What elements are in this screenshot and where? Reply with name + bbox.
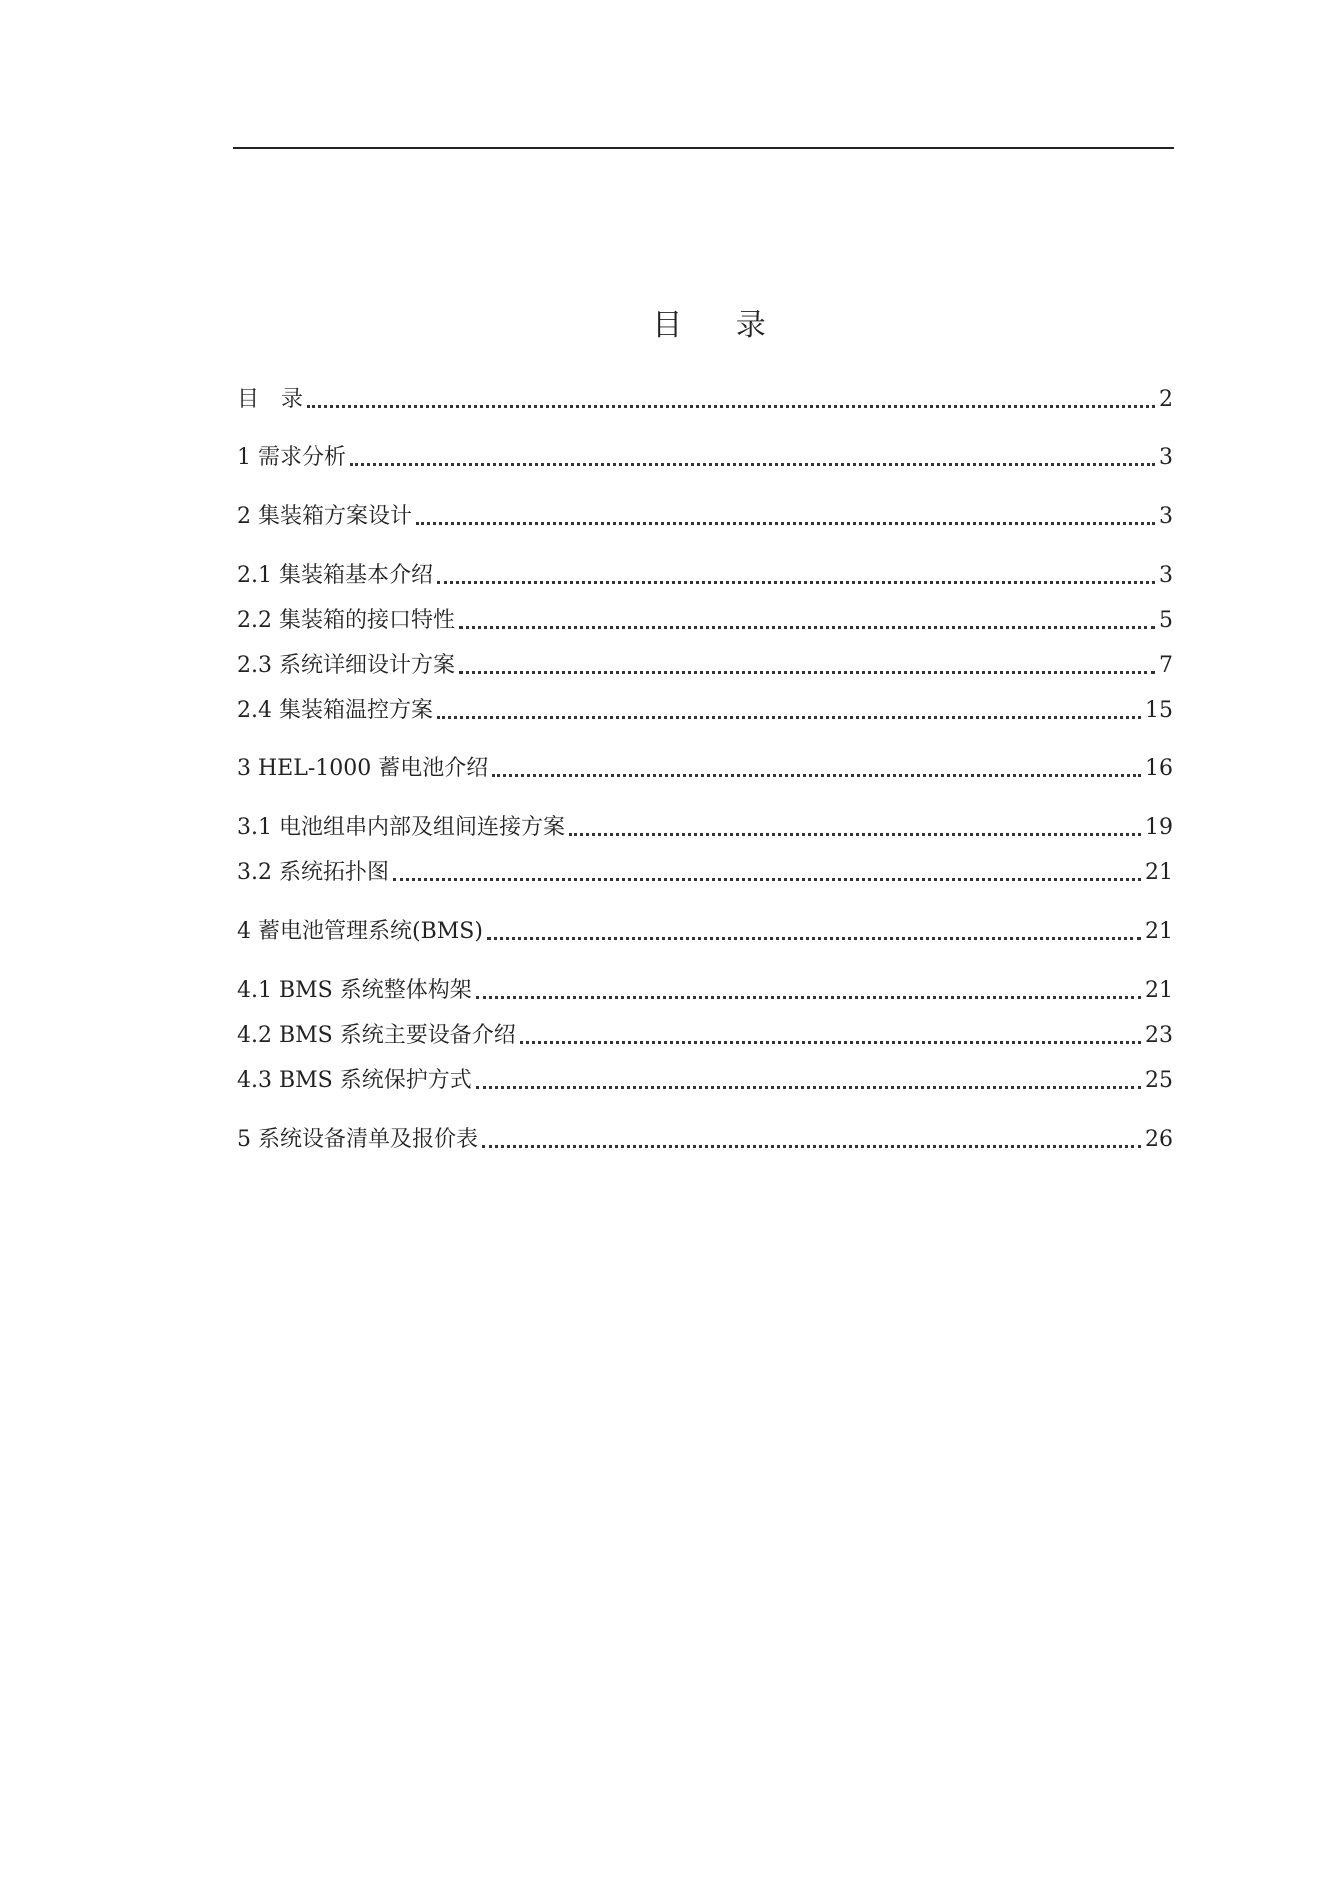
toc-entry[interactable]	[237, 558, 1173, 590]
toc-entry-label: 1 需求分析	[237, 445, 346, 470]
toc-entry[interactable]	[237, 751, 1173, 783]
toc-entry[interactable]	[237, 914, 1173, 946]
toc-entry-label: 4.3 BMS 系统保护方式	[237, 1068, 472, 1093]
toc-leader-dots	[492, 774, 1141, 777]
toc-entry[interactable]	[237, 855, 1173, 887]
toc-entry-page: 26	[1145, 1127, 1173, 1152]
toc-leader-dots	[437, 716, 1141, 719]
toc-entry-page: 2	[1159, 387, 1173, 412]
toc-entry-page: 23	[1145, 1023, 1173, 1048]
toc-entry[interactable]	[237, 440, 1173, 472]
toc-leader-dots	[307, 405, 1155, 408]
toc-entry[interactable]	[237, 1018, 1173, 1050]
toc-leader-dots	[476, 996, 1141, 999]
toc-leader-dots	[459, 671, 1155, 674]
toc-leader-dots	[520, 1041, 1141, 1044]
toc-entry[interactable]	[237, 648, 1173, 680]
toc-entry-label: 3 HEL-1000 蓄电池介绍	[237, 756, 489, 781]
toc-entry[interactable]	[237, 499, 1173, 531]
toc-leader-dots	[569, 833, 1141, 836]
toc-leader-dots	[459, 626, 1155, 629]
toc-entry-page: 25	[1145, 1068, 1173, 1093]
toc-entry[interactable]	[237, 1063, 1173, 1095]
toc-entry-label: 2.4 集装箱温控方案	[237, 698, 433, 723]
toc-entry-page: 3	[1159, 504, 1173, 529]
toc-entry-label: 2.1 集装箱基本介绍	[237, 563, 433, 588]
toc-entry-label: 2.3 系统详细设计方案	[237, 653, 455, 678]
toc-entry[interactable]	[237, 382, 1173, 414]
toc-entry-label: 4.1 BMS 系统整体构架	[237, 978, 472, 1003]
toc-entry[interactable]	[237, 603, 1173, 635]
toc-entry-label: 3.2 系统拓扑图	[237, 860, 389, 885]
toc-entry[interactable]	[237, 973, 1173, 1005]
toc-entry-label: 3.1 电池组串内部及组间连接方案	[237, 815, 565, 840]
toc-entry-page: 19	[1145, 815, 1173, 840]
toc-entry-page: 7	[1159, 653, 1173, 678]
toc-leader-dots	[487, 937, 1141, 940]
toc-leader-dots	[416, 522, 1155, 525]
toc-entry-page: 21	[1145, 919, 1173, 944]
toc-leader-dots	[350, 463, 1155, 466]
toc-entry-page: 5	[1159, 608, 1173, 633]
toc-entry-page: 21	[1145, 860, 1173, 885]
toc-entry[interactable]	[237, 1122, 1173, 1154]
toc-entry-label: 4.2 BMS 系统主要设备介绍	[237, 1023, 516, 1048]
toc-entry-label: 2 集装箱方案设计	[237, 504, 412, 529]
toc-entry-page: 15	[1145, 698, 1173, 723]
toc-entry[interactable]	[237, 810, 1173, 842]
toc-leader-dots	[482, 1145, 1141, 1148]
toc-entry-page: 16	[1145, 756, 1173, 781]
toc-entry-label: 2.2 集装箱的接口特性	[237, 608, 455, 633]
toc-entry-page: 3	[1159, 445, 1173, 470]
toc-entry-page: 3	[1159, 563, 1173, 588]
toc-entry[interactable]	[237, 693, 1173, 725]
toc-leader-dots	[437, 581, 1155, 584]
toc-leader-dots	[393, 878, 1141, 881]
toc-leader-dots	[476, 1086, 1141, 1089]
toc-entry-label: 5 系统设备清单及报价表	[237, 1127, 478, 1152]
header-rule	[233, 147, 1174, 149]
toc-entry-label: 4 蓄电池管理系统(BMS)	[237, 919, 483, 944]
toc-entry-label: 目 录	[237, 387, 304, 412]
toc-entry-page: 21	[1145, 978, 1173, 1003]
toc-title: 目 录	[652, 308, 788, 343]
